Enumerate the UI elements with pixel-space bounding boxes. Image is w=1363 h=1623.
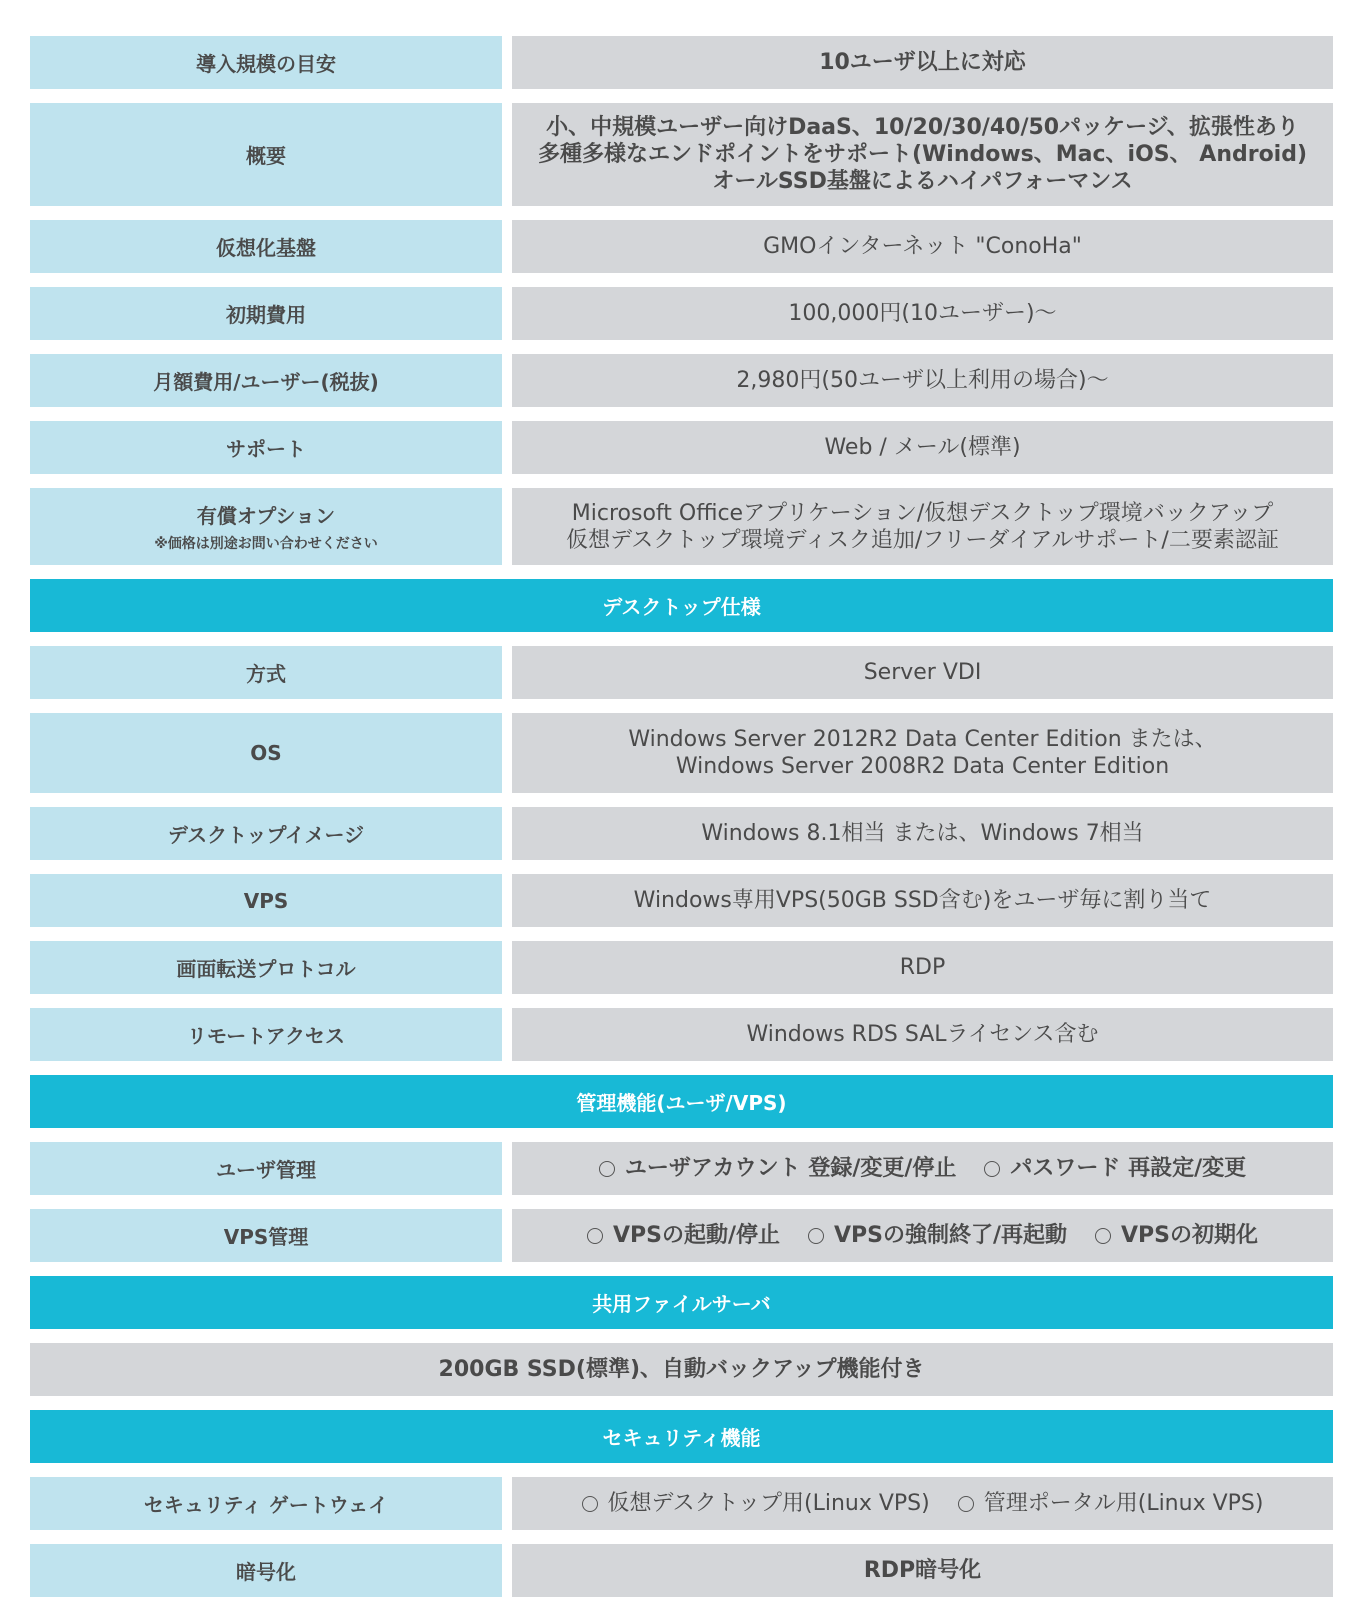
circle-icon (808, 1228, 824, 1244)
option-item: VPSの初期化 (1095, 1222, 1258, 1249)
row-value: RDP暗号化 (512, 1544, 1333, 1597)
row-label: 概要 (30, 103, 502, 206)
row-vps-management (30, 1209, 1333, 1262)
row-label: セキュリティ ゲートウェイ (30, 1477, 502, 1530)
row-label: 有償オプション ※価格は別途お問い合わせください (30, 488, 502, 565)
row-security-gateway (30, 1477, 1333, 1530)
section-header-security: セキュリティ機能 (30, 1410, 1333, 1463)
options-line (568, 1490, 1278, 1517)
row-label: 暗号化 (30, 1544, 502, 1597)
row-remote-access (30, 1008, 1333, 1061)
row-label: ユーザ管理 (30, 1142, 502, 1195)
row-overview (30, 103, 1333, 206)
row-value: 100,000円(10ユーザー)〜 (512, 287, 1333, 340)
row-fileserver (30, 1343, 1333, 1396)
option-item: パスワード 再設定/変更 (984, 1155, 1246, 1182)
row-label: サポート (30, 421, 502, 474)
circle-icon (958, 1496, 974, 1512)
row-value: 2,980円(50ユーザ以上利用の場合)〜 (512, 354, 1333, 407)
row-label: 方式 (30, 646, 502, 699)
section-header-admin: 管理機能(ユーザ/VPS) (30, 1075, 1333, 1128)
option-item: VPSの強制終了/再起動 (808, 1222, 1067, 1249)
price-note: ※価格は別途お問い合わせください (154, 536, 378, 552)
row-value (512, 1477, 1333, 1530)
row-value: Windows 8.1相当 または、Windows 7相当 (512, 807, 1333, 860)
circle-icon (599, 1161, 615, 1177)
row-encryption (30, 1544, 1333, 1597)
circle-icon (582, 1496, 598, 1512)
row-value: GMOインターネット "ConoHa" (512, 220, 1333, 273)
row-value: Microsoft Officeアプリケーション/仮想デスクトップ環境バックアップ 仮想デスクトップ環境ディスク追加/フリーダイアルサポート/二要素認証 (512, 488, 1333, 565)
row-monthly-cost (30, 354, 1333, 407)
options-line (585, 1155, 1260, 1182)
row-scale (30, 36, 1333, 89)
row-vps (30, 874, 1333, 927)
circle-icon (1095, 1228, 1111, 1244)
row-label: 画面転送プロトコル (30, 941, 502, 994)
row-label: デスクトップイメージ (30, 807, 502, 860)
row-value (512, 1209, 1333, 1262)
row-value: Windows Server 2012R2 Data Center Edition または、 Windows Server 2008R2 Data Center Edition (512, 713, 1333, 793)
row-method (30, 646, 1333, 699)
row-label: 初期費用 (30, 287, 502, 340)
circle-icon (984, 1161, 1000, 1177)
row-support (30, 421, 1333, 474)
option-item: 仮想デスクトップ用(Linux VPS) (582, 1490, 930, 1517)
row-os (30, 713, 1333, 793)
row-label: 月額費用/ユーザー(税抜) (30, 354, 502, 407)
row-label: VPS (30, 874, 502, 927)
row-desktop-image (30, 807, 1333, 860)
row-value: Web / メール(標準) (512, 421, 1333, 474)
row-label: 仮想化基盤 (30, 220, 502, 273)
spec-table (30, 36, 1333, 1611)
row-label: 導入規模の目安 (30, 36, 502, 89)
row-virtualization-base (30, 220, 1333, 273)
section-header-fileserver: 共用ファイルサーバ (30, 1276, 1333, 1329)
row-value: 小、中規模ユーザー向けDaaS、10/20/30/40/50パッケージ、拡張性あり 多種多様なエンドポイントをサポート(Windows、Mac、iOS、 Android) オールSSD基盤によるハイパフォーマンス (512, 103, 1333, 206)
row-value: RDP (512, 941, 1333, 994)
row-label: VPS管理 (30, 1209, 502, 1262)
row-value (512, 1142, 1333, 1195)
option-item: 管理ポータル用(Linux VPS) (958, 1490, 1264, 1517)
row-value: Windows専用VPS(50GB SSD含む)をユーザ毎に割り当て (512, 874, 1333, 927)
row-protocol (30, 941, 1333, 994)
row-value: Server VDI (512, 646, 1333, 699)
row-label: OS (30, 713, 502, 793)
row-user-management (30, 1142, 1333, 1195)
options-line (573, 1222, 1272, 1249)
row-label: リモートアクセス (30, 1008, 502, 1061)
row-value: Windows RDS SALライセンス含む (512, 1008, 1333, 1061)
row-value: 10ユーザ以上に対応 (512, 36, 1333, 89)
option-item: VPSの起動/停止 (587, 1222, 780, 1249)
row-paid-options (30, 488, 1333, 565)
option-item: ユーザアカウント 登録/変更/停止 (599, 1155, 957, 1182)
row-initial-cost (30, 287, 1333, 340)
fileserver-value: 200GB SSD(標準)、自動バックアップ機能付き (30, 1343, 1333, 1396)
circle-icon (587, 1228, 603, 1244)
section-header-desktop: デスクトップ仕様 (30, 579, 1333, 632)
